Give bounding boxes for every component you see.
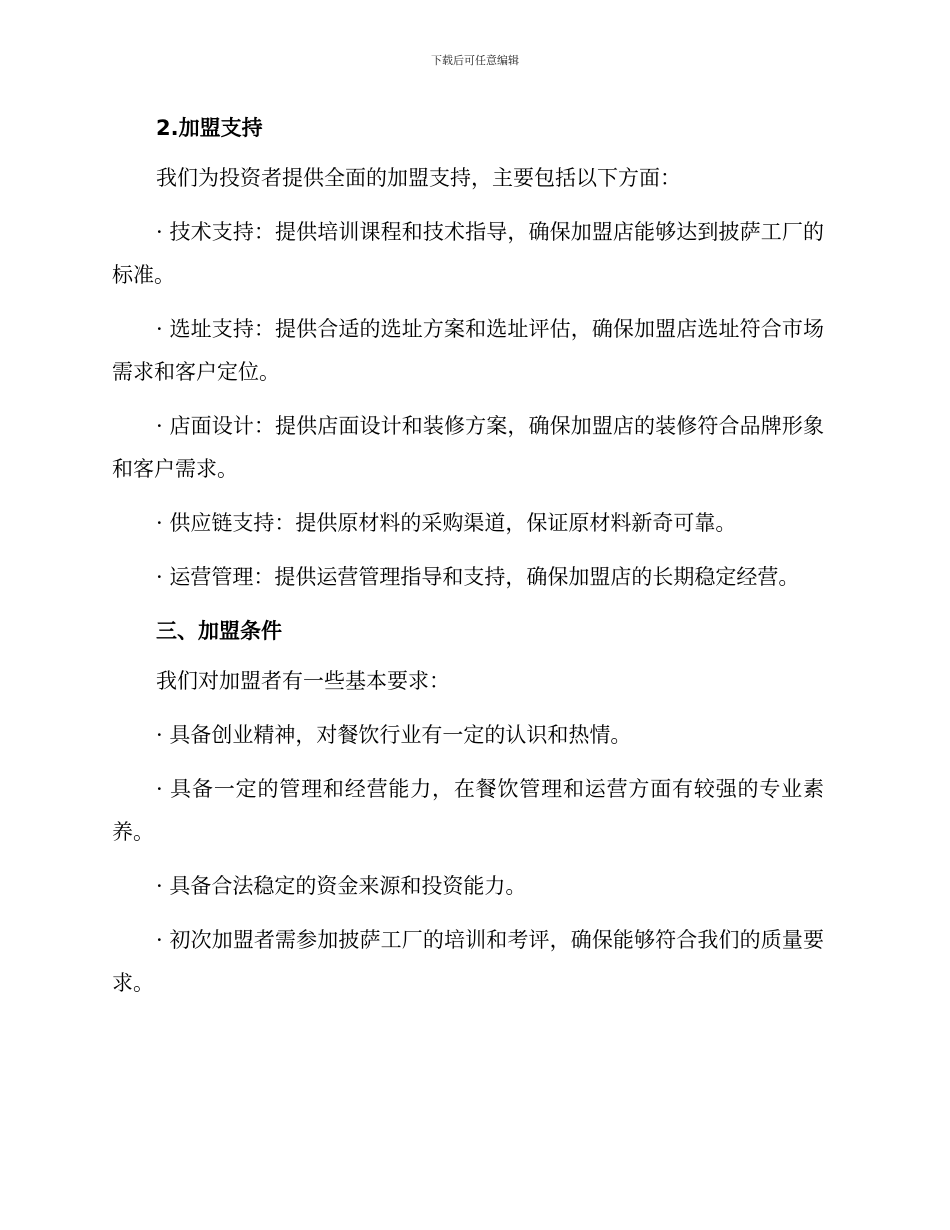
- section-heading-franchise-conditions: 三、加盟条件: [156, 619, 282, 643]
- section-heading-franchise-support: 2.加盟支持: [156, 116, 263, 140]
- list-item-entrepreneurial-spirit: · 具备创业精神，对餐饮行业有一定的认识和热情。: [156, 723, 632, 747]
- list-item-supply-chain-support: · 供应链支持：提供原材料的采购渠道，保证原材料新奇可靠。: [156, 511, 737, 535]
- list-item-training-evaluation: · 初次加盟者需参加披萨工厂的培训和考评，确保能够符合我们的质量要求。: [112, 928, 824, 995]
- list-item-technical-support: · 技术支持：提供培训课程和技术指导，确保加盟店能够达到披萨工厂的标准。: [112, 220, 824, 287]
- list-item-funding-source: · 具备合法稳定的资金来源和投资能力。: [156, 874, 527, 898]
- list-item-management-ability: · 具备一定的管理和经营能力，在餐饮管理和运营方面有较强的专业素养。: [112, 777, 824, 844]
- document-body: [112, 107, 824, 1016]
- list-item-operations-management: · 运营管理：提供运营管理指导和支持，确保加盟店的长期稳定经营。: [156, 565, 800, 589]
- paragraph-intro-requirements: 我们对加盟者有一些基本要求：: [156, 669, 450, 693]
- list-item-store-design: · 店面设计：提供店面设计和装修方案，确保加盟店的装修符合品牌形象和客户需求。: [112, 414, 824, 481]
- page-header: 下载后可任意编辑: [431, 54, 519, 67]
- list-item-site-selection-support: · 选址支持：提供合适的选址方案和选址评估，确保加盟店选址符合市场需求和客户定位。: [112, 317, 824, 384]
- paragraph-intro-support: 我们为投资者提供全面的加盟支持，主要包括以下方面：: [156, 166, 681, 190]
